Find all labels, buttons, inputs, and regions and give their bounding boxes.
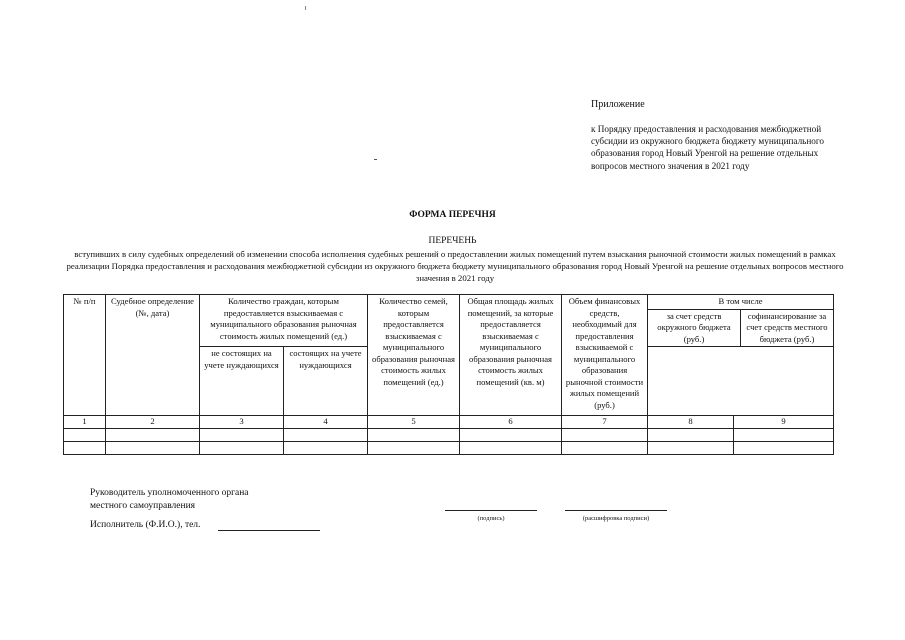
column-number: 6 (460, 416, 562, 429)
column-number: 7 (562, 416, 648, 429)
header-registered: состоящих на учете нуждающихся (284, 347, 368, 416)
form-title: ФОРМА ПЕРЕЧНЯ (409, 210, 496, 220)
executor-label: Исполнитель (Ф.И.О.), тел. (90, 520, 201, 530)
head-title-line2: местного самоуправления (90, 500, 196, 511)
column-number-row (64, 416, 834, 429)
executor-line (218, 530, 320, 531)
scan-mark (305, 6, 306, 10)
appendix-text: к Порядку предоставления и расходования межбюджетной субсидии из окружного бюджета бюджету муниципального образования город Новый Уренгой на решение отдельных вопросов местного значения в 2021 году (591, 124, 824, 171)
appendix-title: Приложение (591, 99, 645, 110)
signature-decode-line (565, 510, 667, 511)
header-funds-volume: Объем финансовых средств, необходимый для предоставления взыскиваемой с муниципального образования рыночной стоимости жилых помещений (руб.) (562, 295, 648, 416)
list-table (63, 294, 834, 455)
header-court-decision: Судебное определение (№, дата) (106, 295, 200, 416)
header-including: В том числе (648, 295, 833, 310)
header-including-group (648, 295, 834, 347)
header-families-count: Количество семей, которым предоставляется взыскиваемая с муниципального образования рыночная стоимость жилых помещений (ед.) (368, 295, 460, 416)
signature-decode-label: (расшифровка подписи) (582, 515, 650, 522)
column-number: 3 (200, 416, 284, 429)
header-num: № п/п (64, 295, 106, 416)
header-local-cofinance: софинансирование за счет средств местного бюджета (руб.) (746, 310, 828, 344)
header-row-1 (64, 295, 834, 347)
column-number: 4 (284, 416, 368, 429)
column-number: 5 (368, 416, 460, 429)
header-district-budget: за счет средств окружного бюджета (руб.) (648, 310, 741, 347)
empty-row (64, 429, 834, 442)
column-number: 8 (648, 416, 734, 429)
column-number: 1 (64, 416, 106, 429)
scan-dot (374, 159, 377, 160)
column-number: 2 (106, 416, 200, 429)
header-citizens-count: Количество граждан, которым предоставляется взыскиваемая с муниципального образования рыночная стоимость жилых помещений (ед.) (200, 295, 368, 347)
header-including-spacer (648, 347, 834, 416)
header-including-subcols (648, 310, 833, 347)
list-title: ПЕРЕЧЕНЬ (428, 236, 477, 246)
empty-row (64, 442, 834, 455)
header-not-registered: не состоящих на учете нуждающихся (200, 347, 284, 416)
list-description: вступивших в силу судебных определений об изменении способа исполнения судебных решений о предоставлении жилых помещений путем взыскания рыночной стоимости жилых помещений в рамках реализации Порядка предоставления и расходования межбюджетной субсидии из окружного бюджета бюджету муниципального образования город Новый Уренгой на решение отдельных вопросов местного значения в 2021 году (66, 249, 844, 283)
signature-label: (подпись) (477, 515, 505, 522)
column-number: 9 (734, 416, 834, 429)
header-total-area: Общая площадь жилых помещений, за которые предоставляется взыскиваемая с муниципального образования рыночная стоимость жилых помещений (кв. м) (460, 295, 562, 416)
head-of-authority (90, 487, 249, 512)
head-title-line1: Руководитель уполномоченного органа (90, 488, 249, 498)
signature-line (445, 510, 537, 511)
